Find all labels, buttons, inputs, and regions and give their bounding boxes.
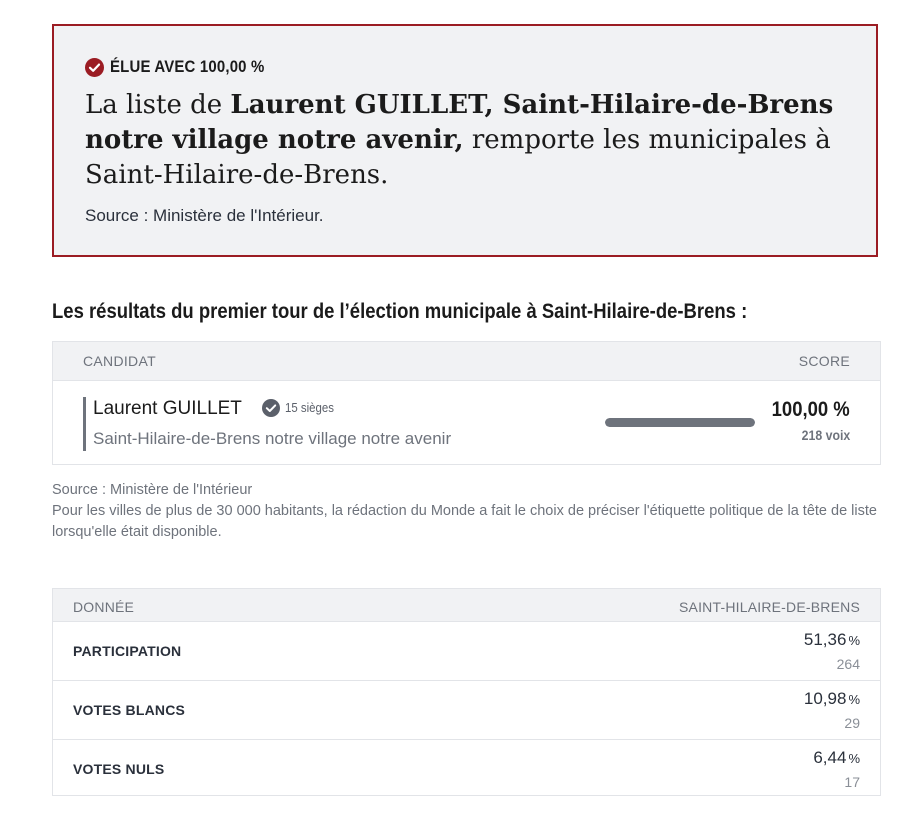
winner-banner (52, 24, 878, 257)
results-source: Source : Ministère de l'Intérieur (52, 482, 253, 498)
row-value-unit: % (848, 692, 860, 707)
row-value-number: 51,36 (803, 630, 847, 649)
headline-suffix: remporte les municipales à Saint-Hilaire-de-Brens. (85, 125, 831, 190)
candidate-seats: 15 sièges (285, 400, 334, 415)
row-value (804, 689, 860, 709)
results-table-header (53, 342, 880, 381)
score-bar-fill (605, 418, 755, 427)
table-row (53, 681, 880, 740)
data-table (52, 588, 881, 796)
headline-bold: Laurent GUILLET, Saint-Hilaire-de-Brens notre village notre avenir, (85, 90, 834, 155)
results-table (52, 341, 881, 465)
results-source-note (52, 480, 882, 543)
row-count: 17 (844, 774, 860, 790)
check-circle-icon (85, 58, 104, 77)
header-data: DONNÉE (73, 599, 135, 615)
row-value (813, 748, 860, 768)
row-value-number: 6,44 (813, 748, 847, 767)
header-candidate: CANDIDAT (83, 353, 156, 369)
data-table-header (53, 589, 880, 622)
table-row (53, 740, 880, 798)
winner-headline (85, 88, 855, 193)
row-count: 264 (836, 656, 860, 672)
header-score: SCORE (798, 353, 850, 369)
check-circle-icon (262, 399, 280, 417)
row-count: 29 (844, 715, 860, 731)
row-label: VOTES BLANCS (73, 702, 186, 718)
row-value (804, 630, 860, 650)
banner-source: Source : Ministère de l'Intérieur. (85, 206, 324, 225)
table-row (53, 622, 880, 681)
row-label: VOTES NULS (73, 761, 165, 777)
row-value-unit: % (848, 633, 860, 648)
candidate-score: 100,00 % (771, 398, 850, 421)
headline-prefix: La liste de (85, 90, 231, 120)
winner-badge-label: ÉLUE AVEC 100,00 % (110, 57, 265, 76)
score-bar (605, 418, 755, 427)
candidate-color-bar (83, 397, 86, 451)
results-title: Les résultats du premier tour de l’élection municipale à Saint-Hilaire-de-Brens : (52, 300, 748, 323)
row-label: PARTICIPATION (73, 643, 182, 659)
results-note: Pour les villes de plus de 30 000 habitants, la rédaction du Monde a fait le choix de préciser l'étiquette politique de la tête de liste lorsqu'elle était disponible. (52, 503, 877, 540)
candidate-votes: 218 voix (801, 427, 850, 443)
row-value-unit: % (848, 751, 860, 766)
winner-badge (85, 57, 286, 77)
candidate-name: Laurent GUILLET (93, 398, 242, 419)
header-commune: SAINT-HILAIRE-DE-BRENS (679, 599, 860, 615)
row-value-number: 10,98 (803, 689, 847, 708)
candidate-row (53, 381, 880, 466)
candidate-list-name: Saint-Hilaire-de-Brens notre village notre avenir (93, 429, 452, 448)
